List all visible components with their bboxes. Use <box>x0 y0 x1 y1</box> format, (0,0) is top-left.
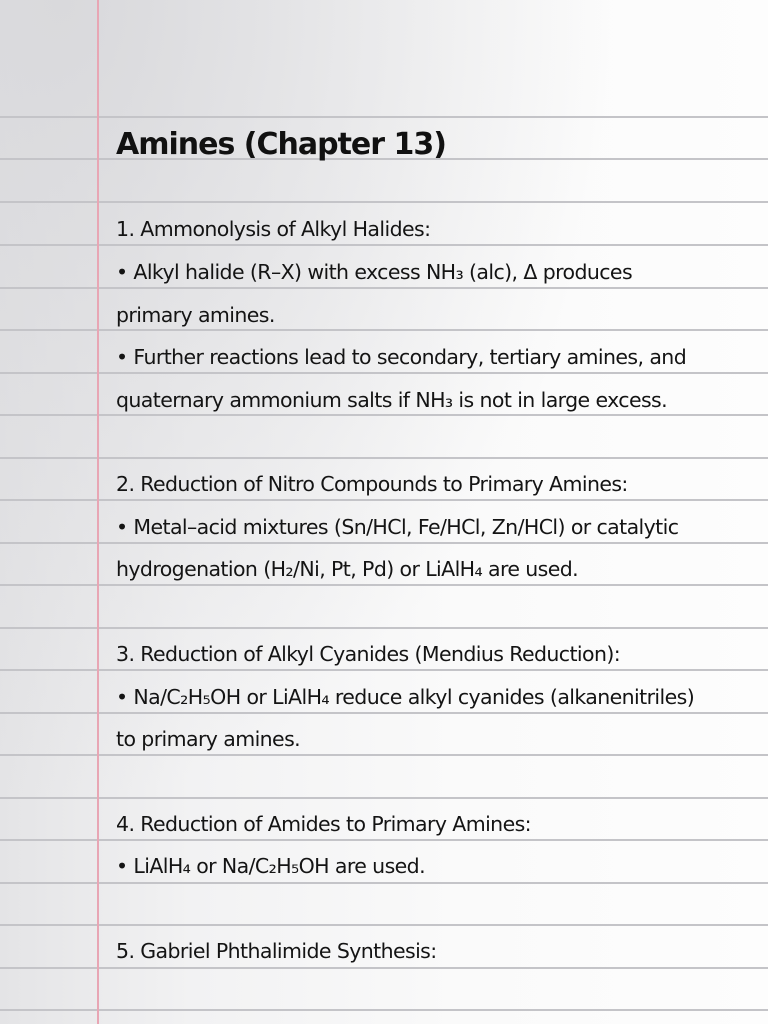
bullet-continuation-line: primary amines. <box>116 303 275 327</box>
section-heading-ammonolysis: 1. Ammonolysis of Alkyl Halides: <box>116 217 431 241</box>
ruled-line <box>0 414 768 416</box>
ruled-line <box>0 669 768 671</box>
ruled-line <box>0 627 768 629</box>
section-heading-amide-reduction: 4. Reduction of Amides to Primary Amines: <box>116 812 531 836</box>
ruled-line <box>0 882 768 884</box>
bullet-line: • Alkyl halide (R–X) with excess NH₃ (alc), Δ produces <box>116 260 633 284</box>
ruled-line <box>0 797 768 799</box>
ruled-line <box>0 499 768 501</box>
ruled-line <box>0 924 768 926</box>
bullet-continuation-line: to primary amines. <box>116 727 301 751</box>
section-heading-gabriel-synthesis: 5. Gabriel Phthalimide Synthesis: <box>116 939 437 963</box>
ruled-line <box>0 457 768 459</box>
section-heading-cyanide-reduction: 3. Reduction of Alkyl Cyanides (Mendius Reduction): <box>116 642 621 666</box>
ruled-line <box>0 244 768 246</box>
ruled-line <box>0 116 768 118</box>
bullet-line: • Metal–acid mixtures (Sn/HCl, Fe/HCl, Zn/HCl) or catalytic <box>116 515 679 539</box>
ruled-line <box>0 287 768 289</box>
ruled-line <box>0 712 768 714</box>
bullet-line: • LiAlH₄ or Na/C₂H₅OH are used. <box>116 854 425 878</box>
ruled-line <box>0 542 768 544</box>
ruled-line <box>0 754 768 756</box>
bullet-continuation-line: hydrogenation (H₂/Ni, Pt, Pd) or LiAlH₄ are used. <box>116 557 579 581</box>
ruled-line <box>0 584 768 586</box>
margin-line <box>97 0 99 1024</box>
bullet-line: • Further reactions lead to secondary, tertiary amines, and <box>116 345 687 369</box>
ruled-line <box>0 372 768 374</box>
ruled-line <box>0 839 768 841</box>
bullet-line: • Na/C₂H₅OH or LiAlH₄ reduce alkyl cyanides (alkanenitriles) <box>116 685 695 709</box>
ruled-line <box>0 329 768 331</box>
section-heading-nitro-reduction: 2. Reduction of Nitro Compounds to Primary Amines: <box>116 472 628 496</box>
page-title: Amines (Chapter 13) <box>116 127 446 162</box>
ruled-line <box>0 1009 768 1011</box>
ruled-line <box>0 201 768 203</box>
bullet-continuation-line: quaternary ammonium salts if NH₃ is not in large excess. <box>116 388 668 412</box>
ruled-line <box>0 967 768 969</box>
